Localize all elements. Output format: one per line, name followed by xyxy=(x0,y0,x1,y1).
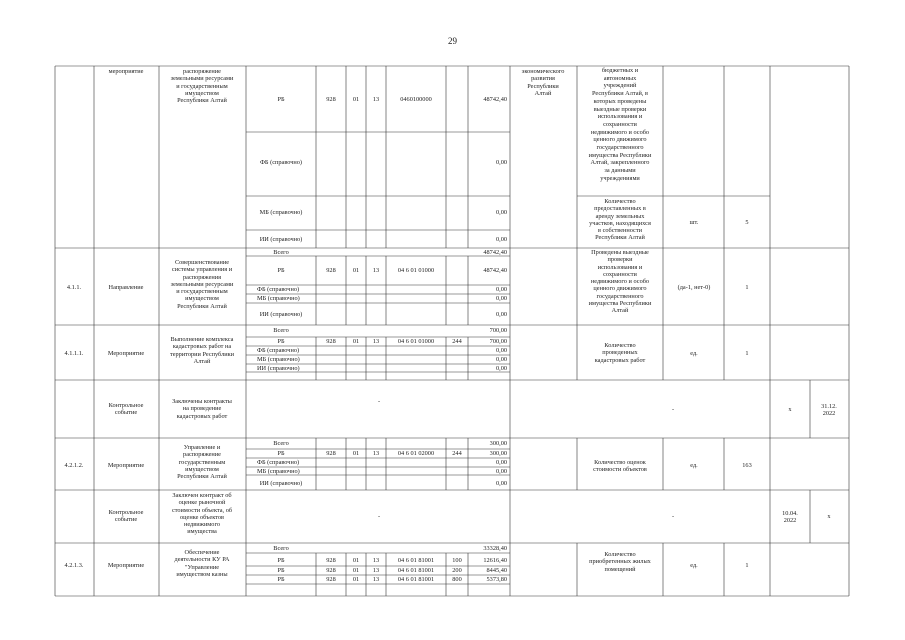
r1-value-2: 5 xyxy=(745,219,749,226)
r4-x: х xyxy=(788,406,792,413)
r3-sum-mb: 0,00 xyxy=(495,356,507,363)
r7-fin-rb-1: РБ xyxy=(277,557,285,564)
r6-type: Контрольное событие xyxy=(108,509,144,524)
r2-indicator: Проведены выездные проверки использования и сохранности недвижимого и особо ценного движимого государственного имущества Республики Алтай xyxy=(588,249,652,315)
r2-fin-ii: ИИ (справочно) xyxy=(259,311,303,318)
r2-rz: 01 xyxy=(352,267,360,274)
r1-csr: 0460100000 xyxy=(400,96,432,103)
r1-executor: экономического развития Республики Алтай xyxy=(521,68,565,97)
r7-csr-1: 04 6 01 81001 xyxy=(397,557,435,564)
r1-fin-mb: МБ (справочно) xyxy=(259,209,303,216)
r3-fin-mb: МБ (справочно) xyxy=(257,356,300,363)
r5-fin-ii: ИИ (справочно) xyxy=(259,480,303,487)
r3-unit: ед. xyxy=(690,350,698,357)
r5-vr: 244 xyxy=(452,450,462,457)
r3-pr: 13 xyxy=(372,338,380,345)
r2-unit: (да-1, нет-0) xyxy=(677,284,711,291)
r7-sum-total: 33328,40 xyxy=(483,545,507,552)
r3-indicator: Количество проведенных кадастровых работ xyxy=(594,342,646,364)
r2-sum-mb: 0,00 xyxy=(495,295,507,302)
r2-type: Направление xyxy=(108,284,144,291)
r4-date: 31.12. 2022 xyxy=(821,403,837,418)
r3-value: 1 xyxy=(745,350,749,357)
r7-grbs-2: 928 xyxy=(326,567,336,574)
r3-fin-total: Всего xyxy=(273,327,289,334)
r1-indicator: бюджетных и автономных учреждений Республики Алтай, в которых проведены выездные проверки использования и сохранности недвижимого и особо ценного движимого государственного имущества Республики Алтай, закрепленного за данными учреждениями xyxy=(588,67,652,182)
r2-sum-total: 48742,40 xyxy=(483,249,507,256)
r5-fin-total: Всего xyxy=(273,440,289,447)
r2-fin-mb: МБ (справочно) xyxy=(257,295,300,302)
r3-fin-ii: ИИ (справочно) xyxy=(257,365,300,372)
r7-type: Мероприятие xyxy=(107,562,145,569)
r7-rz-2: 01 xyxy=(352,567,360,574)
r7-fin-rb-3: РБ xyxy=(277,576,285,583)
r6-dash-indicator: - xyxy=(671,513,675,520)
r7-sum-1: 12616,40 xyxy=(483,557,507,564)
r5-fin-rb: РБ xyxy=(277,450,285,457)
r1-rz: 01 xyxy=(352,96,360,103)
r7-fin-total: Всего xyxy=(273,545,289,552)
r7-sum-3: 5373,80 xyxy=(486,576,507,583)
r2-grbs: 928 xyxy=(326,267,336,274)
r5-sum-ii: 0,00 xyxy=(495,480,507,487)
r2-name: Совершенствование системы управления и распоряжения земельными ресурсами и государственным имуществом Республики Алтай xyxy=(170,259,234,310)
r6-name: Заключен контракт об оценке рыночной стоимости объекта, об оценке объектов недвижимого имущества xyxy=(171,492,233,536)
r3-sum-rb: 700,00 xyxy=(489,338,507,345)
r3-code: 4.1.1.1. xyxy=(64,350,84,357)
r5-sum-total: 300,00 xyxy=(489,440,507,447)
r7-grbs-1: 928 xyxy=(326,557,336,564)
r7-pr-3: 13 xyxy=(372,576,380,583)
r1-indicator-2: Количество предоставленных в аренду земельных участков, находящихся в собственности Республики Алтай xyxy=(589,198,651,242)
r7-name: Обеспечение деятельности КУ РА "Управление имуществом казны xyxy=(174,549,230,578)
r6-date: 10.04. 2022 xyxy=(782,510,798,525)
r4-type: Контрольное событие xyxy=(108,402,144,417)
r4-dash-indicator: - xyxy=(671,406,675,413)
r5-indicator: Количество оценок стоимости объектов xyxy=(593,459,647,474)
r7-vr-2: 200 xyxy=(452,567,462,574)
r1-name: распоряжение земельными ресурсами и государственным имуществом Республики Алтай xyxy=(170,68,234,105)
r1-sum-mb: 0,00 xyxy=(495,209,507,216)
r7-pr-2: 13 xyxy=(372,567,380,574)
r7-pr-1: 13 xyxy=(372,557,380,564)
r5-grbs: 928 xyxy=(326,450,336,457)
r2-csr: 04 6 01 01000 xyxy=(397,267,435,274)
r1-type: мероприятие xyxy=(108,68,144,75)
r1-sum-rb: 48742,40 xyxy=(483,96,507,103)
r2-fin-rb: РБ xyxy=(277,267,285,274)
r2-value: 1 xyxy=(745,284,749,291)
r5-pr: 13 xyxy=(372,450,380,457)
r2-sum-rb: 48742,40 xyxy=(483,267,507,274)
r7-value: 1 xyxy=(745,562,749,569)
r7-fin-rb-2: РБ xyxy=(277,567,285,574)
r5-name: Управление и распоряжение государственным имуществом Республики Алтай xyxy=(177,444,227,481)
r3-grbs: 928 xyxy=(326,338,336,345)
r2-sum-ii: 0,00 xyxy=(495,311,507,318)
r3-fin-fb: ФБ (справочно) xyxy=(257,347,300,354)
r6-x: х xyxy=(827,513,831,520)
r1-grbs: 928 xyxy=(326,96,336,103)
r4-dash-fin: - xyxy=(377,398,381,405)
r2-sum-fb: 0,00 xyxy=(495,286,507,293)
r5-rz: 01 xyxy=(352,450,360,457)
r5-code: 4.2.1.2. xyxy=(64,462,84,469)
r7-csr-2: 04 6 01 81001 xyxy=(397,567,435,574)
r5-sum-mb: 0,00 xyxy=(495,468,507,475)
r7-rz-1: 01 xyxy=(352,557,360,564)
r1-sum-fb: 0,00 xyxy=(495,159,507,166)
r7-code: 4.2.1.3. xyxy=(64,562,84,569)
r7-indicator: Количество приобретенных жилых помещений xyxy=(589,551,651,573)
page-number: 29 xyxy=(448,36,457,46)
r7-csr-3: 04 6 01 81001 xyxy=(397,576,435,583)
r2-pr: 13 xyxy=(372,267,380,274)
r3-fin-rb: РБ xyxy=(277,338,285,345)
r3-sum-total: 700,00 xyxy=(489,327,507,334)
r1-unit-2: шт. xyxy=(689,219,699,226)
r5-type: Мероприятие xyxy=(107,462,145,469)
r3-sum-fb: 0,00 xyxy=(495,347,507,354)
r5-fin-fb: ФБ (справочно) xyxy=(257,459,300,466)
r5-csr: 04 6 01 02000 xyxy=(397,450,435,457)
r1-fin-ii: ИИ (справочно) xyxy=(259,236,303,243)
r2-code: 4.1.1. xyxy=(66,284,82,291)
r3-type: Мероприятие xyxy=(107,350,145,357)
r5-value: 163 xyxy=(742,462,752,469)
r7-vr-3: 800 xyxy=(452,576,462,583)
r5-unit: ед. xyxy=(690,462,698,469)
r4-name: Заключены контракты на проведение кадастровых работ xyxy=(172,398,232,420)
r7-rz-3: 01 xyxy=(352,576,360,583)
r3-rz: 01 xyxy=(352,338,360,345)
r1-fin-src: РБ xyxy=(277,96,285,103)
r3-csr: 04 6 01 01000 xyxy=(397,338,435,345)
r5-sum-rb: 300,00 xyxy=(489,450,507,457)
r7-unit: ед. xyxy=(690,562,698,569)
r3-vr: 244 xyxy=(452,338,462,345)
r1-sum-ii: 0,00 xyxy=(495,236,507,243)
r1-fin-fb: ФБ (справочно) xyxy=(259,159,303,166)
r1-pr: 13 xyxy=(372,96,380,103)
r3-name: Выполнение комплекса кадастровых работ на территории Республики Алтай xyxy=(169,336,235,365)
r5-fin-mb: МБ (справочно) xyxy=(257,468,300,475)
r2-fin-fb: ФБ (справочно) xyxy=(257,286,300,293)
r6-dash-fin: - xyxy=(377,513,381,520)
r7-grbs-3: 928 xyxy=(326,576,336,583)
r2-fin-total: Всего xyxy=(273,249,289,256)
r3-sum-ii: 0,00 xyxy=(495,365,507,372)
r7-sum-2: 8445,40 xyxy=(486,567,507,574)
r5-sum-fb: 0,00 xyxy=(495,459,507,466)
r7-vr-1: 100 xyxy=(452,557,462,564)
